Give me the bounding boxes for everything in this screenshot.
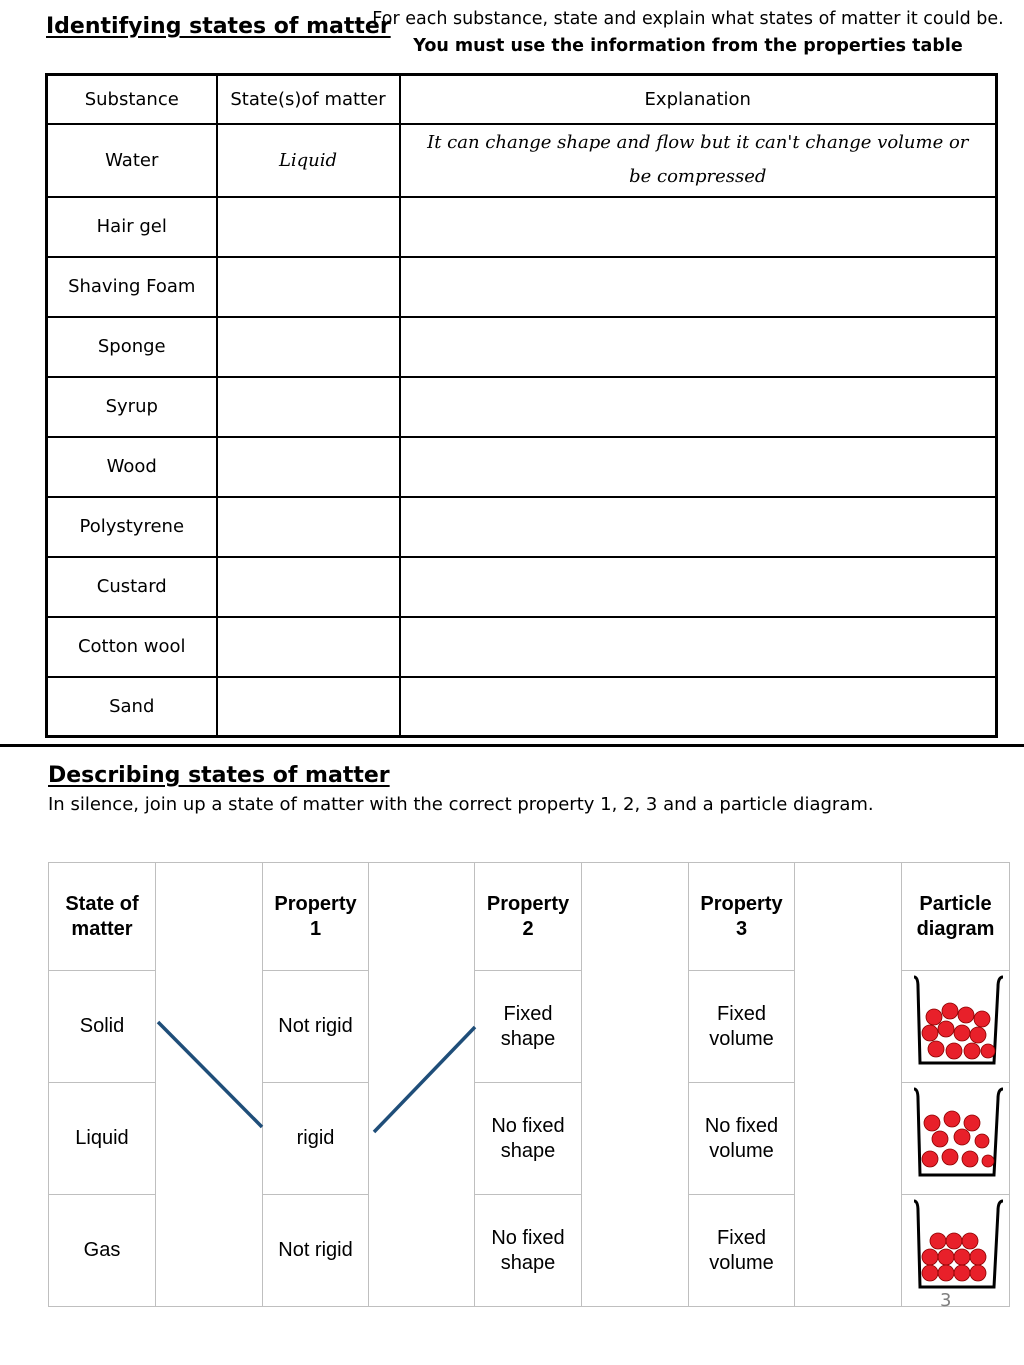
table-row (47, 557, 997, 617)
property2-option[interactable]: No fixed shape (475, 1195, 582, 1307)
state-answer-cell[interactable] (217, 377, 400, 437)
connector-column[interactable] (369, 1083, 475, 1195)
explanation-answer-cell[interactable] (400, 497, 997, 557)
property1-option[interactable]: rigid (263, 1083, 369, 1195)
matching-header-row (49, 863, 1010, 971)
section2-instructions: In silence, join up a state of matter with the correct property 1, 2, 3 and a particle diagram. (48, 794, 874, 815)
explanation-answer-cell[interactable] (400, 257, 997, 317)
header-property-2: Property 2 (475, 863, 582, 971)
particle-diagram-cell[interactable] (902, 971, 1010, 1083)
particle-diagram-cell[interactable] (902, 1195, 1010, 1307)
explanation-answer-cell[interactable] (400, 317, 997, 377)
connector-column[interactable] (795, 863, 902, 971)
table-row (47, 677, 997, 737)
property1-option[interactable]: Not rigid (263, 971, 369, 1083)
property2-option[interactable]: Fixed shape (475, 971, 582, 1083)
section-divider (0, 744, 1024, 747)
property3-option[interactable]: Fixed volume (689, 1195, 795, 1307)
page-number: 3 (940, 1290, 952, 1311)
substance-cell: Sponge (47, 317, 217, 377)
matching-row (49, 1195, 1010, 1307)
connector-column[interactable] (582, 1195, 689, 1307)
table-row (47, 197, 997, 257)
explanation-answer-cell[interactable] (400, 677, 997, 737)
table-row (47, 377, 997, 437)
header-state-of-matter: State of matter (49, 863, 156, 971)
table-header-row (47, 75, 997, 124)
property3-option[interactable]: Fixed volume (689, 971, 795, 1083)
explanation-answer-cell[interactable] (400, 377, 997, 437)
section2-title: Describing states of matter (48, 763, 390, 788)
state-solid[interactable]: Solid (49, 971, 156, 1083)
explanation-answer-cell[interactable] (400, 557, 997, 617)
substance-cell: Cotton wool (47, 617, 217, 677)
example-substance: Water (47, 124, 217, 197)
connector-column[interactable] (582, 863, 689, 971)
state-answer-cell[interactable] (217, 437, 400, 497)
table-row (47, 437, 997, 497)
connector-column[interactable] (582, 971, 689, 1083)
state-answer-cell[interactable] (217, 257, 400, 317)
substance-cell: Sand (47, 677, 217, 737)
substance-cell: Custard (47, 557, 217, 617)
substance-cell: Syrup (47, 377, 217, 437)
state-answer-cell[interactable] (217, 617, 400, 677)
substance-cell: Shaving Foam (47, 257, 217, 317)
header-property-1: Property 1 (263, 863, 369, 971)
header-states: State(s)of matter (217, 75, 400, 124)
state-answer-cell[interactable] (217, 557, 400, 617)
table-row (47, 617, 997, 677)
section1-instructions (352, 6, 1024, 60)
connector-column[interactable] (795, 1195, 902, 1307)
instruction-bold-text: You must use the information from the properties table (413, 36, 963, 56)
section1-title: Identifying states of matter (46, 14, 391, 39)
table-row (47, 257, 997, 317)
particle-diagram-ordered (906, 1195, 1006, 1299)
example-state-answer[interactable]: Liquid (217, 124, 400, 197)
connector-column[interactable] (156, 1083, 263, 1195)
connector-column[interactable] (369, 1195, 475, 1307)
state-answer-cell[interactable] (217, 677, 400, 737)
connector-column[interactable] (156, 863, 263, 971)
table-row (47, 317, 997, 377)
property1-option[interactable]: Not rigid (263, 1195, 369, 1307)
connector-column[interactable] (795, 971, 902, 1083)
matching-row (49, 971, 1010, 1083)
state-answer-cell[interactable] (217, 317, 400, 377)
explanation-answer-cell[interactable] (400, 617, 997, 677)
state-gas[interactable]: Gas (49, 1195, 156, 1307)
particle-diagram-scattered (906, 1083, 1006, 1187)
header-explanation: Explanation (400, 75, 997, 124)
connector-column[interactable] (795, 1083, 902, 1195)
substance-cell: Hair gel (47, 197, 217, 257)
explanation-line-1: It can change shape and flow but it can't change volume or (427, 132, 969, 153)
state-answer-cell[interactable] (217, 197, 400, 257)
connector-column[interactable] (156, 971, 263, 1083)
header-property-3: Property 3 (689, 863, 795, 971)
table-row (47, 497, 997, 557)
substance-cell: Wood (47, 437, 217, 497)
instruction-text: For each substance, state and explain what states of matter it could be. (372, 9, 1004, 29)
header-particle-diagram: Particle diagram (902, 863, 1010, 971)
connector-column[interactable] (369, 863, 475, 971)
property3-option[interactable]: No fixed volume (689, 1083, 795, 1195)
identify-states-table (45, 73, 998, 738)
explanation-line-2: be compressed (629, 166, 767, 187)
connector-column[interactable] (582, 1083, 689, 1195)
example-explanation-answer[interactable] (400, 124, 997, 197)
particle-diagram-cell[interactable] (902, 1083, 1010, 1195)
state-liquid[interactable]: Liquid (49, 1083, 156, 1195)
connector-column[interactable] (156, 1195, 263, 1307)
matching-table (48, 862, 1010, 1307)
connector-column[interactable] (369, 971, 475, 1083)
substance-cell: Polystyrene (47, 497, 217, 557)
matching-row (49, 1083, 1010, 1195)
explanation-answer-cell[interactable] (400, 437, 997, 497)
explanation-answer-cell[interactable] (400, 197, 997, 257)
property2-option[interactable]: No fixed shape (475, 1083, 582, 1195)
example-row (47, 124, 997, 197)
header-substance: Substance (47, 75, 217, 124)
state-answer-cell[interactable] (217, 497, 400, 557)
particle-diagram-disordered (906, 971, 1006, 1075)
